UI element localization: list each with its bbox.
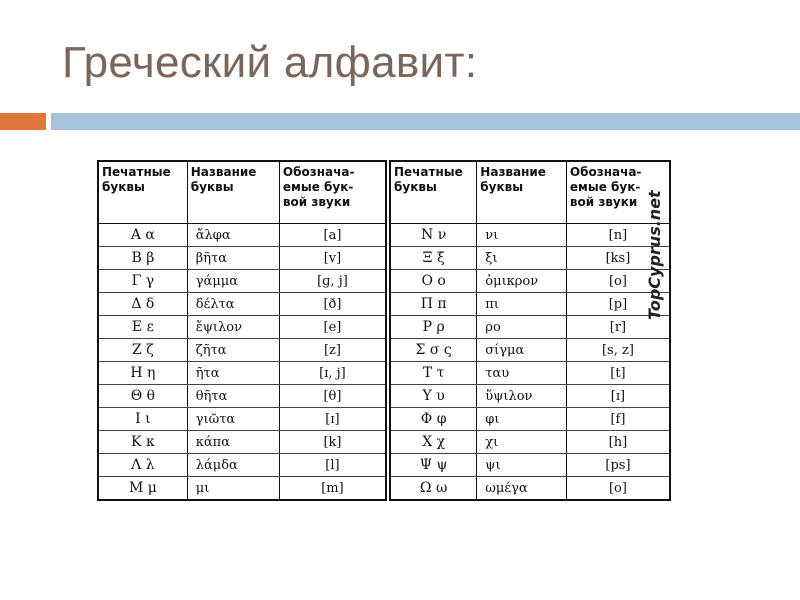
header-line: Название xyxy=(480,165,546,179)
letter-pair-cell: Δ δ xyxy=(98,293,187,316)
header-line: вой звуки xyxy=(569,195,638,209)
sound-cell: [o] xyxy=(566,270,670,293)
table-header-row xyxy=(98,161,386,224)
letter-pair-cell: Ξ ξ xyxy=(390,247,477,270)
letter-pair-cell: Α α xyxy=(98,224,187,247)
sound-cell: [s, z] xyxy=(566,339,670,362)
sound-cell: [ɪ, j] xyxy=(279,362,386,385)
letter-pair-cell: Υ υ xyxy=(390,385,477,408)
header-line: Печатные xyxy=(102,165,171,179)
header-printed-letters xyxy=(98,161,187,224)
letter-name-cell: ὀμικρον xyxy=(477,270,567,293)
letter-name-cell: ἔψιλον xyxy=(187,316,279,339)
alphabet-table-left xyxy=(97,160,387,501)
table-row xyxy=(98,385,386,408)
sound-cell: [θ] xyxy=(279,385,386,408)
table-row xyxy=(98,431,386,454)
table-row xyxy=(390,316,670,339)
sound-cell: [ps] xyxy=(566,454,670,477)
letter-name-cell: σίγμα xyxy=(477,339,567,362)
sound-cell: [ð] xyxy=(279,293,386,316)
letter-name-cell: ωμέγα xyxy=(477,477,567,501)
letter-name-cell: χι xyxy=(477,431,567,454)
sound-cell: [m] xyxy=(279,477,386,501)
letter-name-cell: μι xyxy=(187,477,279,501)
letter-pair-cell: Χ χ xyxy=(390,431,477,454)
letter-name-cell: ρο xyxy=(477,316,567,339)
sound-cell: [p] xyxy=(566,293,670,316)
table-row xyxy=(390,408,670,431)
letter-pair-cell: Ω ω xyxy=(390,477,477,501)
letter-name-cell: φι xyxy=(477,408,567,431)
letter-name-cell: νι xyxy=(477,224,567,247)
header-line: емые бук- xyxy=(282,180,354,194)
letter-pair-cell: Μ μ xyxy=(98,477,187,501)
letter-name-cell: δέλτα xyxy=(187,293,279,316)
sound-cell: [t] xyxy=(566,362,670,385)
header-letter-name xyxy=(477,161,567,224)
header-line: Обознача- xyxy=(569,165,642,179)
right-table-body xyxy=(390,224,670,501)
letter-pair-cell: Ζ ζ xyxy=(98,339,187,362)
sound-cell: [l] xyxy=(279,454,386,477)
letter-pair-cell: Ε ε xyxy=(98,316,187,339)
table-header-row xyxy=(390,161,670,224)
letter-pair-cell: Ο ο xyxy=(390,270,477,293)
sound-cell: [r] xyxy=(566,316,670,339)
letter-pair-cell: Ν ν xyxy=(390,224,477,247)
table-row xyxy=(98,454,386,477)
letter-name-cell: βῆτα xyxy=(187,247,279,270)
header-letter-name xyxy=(187,161,279,224)
letter-name-cell: ὕψιλον xyxy=(477,385,567,408)
letter-pair-cell: Φ φ xyxy=(390,408,477,431)
slide-title: Греческий алфавит: xyxy=(62,38,478,87)
letter-pair-cell: Λ λ xyxy=(98,454,187,477)
title-underline-bar xyxy=(51,113,800,130)
table-row xyxy=(390,339,670,362)
header-line: емые бук- xyxy=(569,180,641,194)
header-printed-letters xyxy=(390,161,477,224)
letter-pair-cell: Η η xyxy=(98,362,187,385)
letter-name-cell: θῆτα xyxy=(187,385,279,408)
header-line: буквы xyxy=(102,180,145,194)
letter-name-cell: ζῆτα xyxy=(187,339,279,362)
letter-name-cell: ταυ xyxy=(477,362,567,385)
table-row xyxy=(390,431,670,454)
sound-cell: [n] xyxy=(566,224,670,247)
sound-cell: [z] xyxy=(279,339,386,362)
accent-bar xyxy=(0,113,46,130)
letter-pair-cell: Ρ ρ xyxy=(390,316,477,339)
watermark-text: TopCyprus.net xyxy=(645,190,664,320)
letter-name-cell: πι xyxy=(477,293,567,316)
sound-cell: [k] xyxy=(279,431,386,454)
header-sounds xyxy=(279,161,386,224)
header-line: буквы xyxy=(480,180,524,194)
header-line: Обознача- xyxy=(282,165,355,179)
letter-pair-cell: Γ γ xyxy=(98,270,187,293)
table-row xyxy=(98,293,386,316)
letter-pair-cell: Θ θ xyxy=(98,385,187,408)
header-line: буквы xyxy=(394,180,437,194)
table-row xyxy=(98,270,386,293)
sound-cell: [ks] xyxy=(566,247,670,270)
sound-cell: [o] xyxy=(566,477,670,501)
table-row xyxy=(98,247,386,270)
table-row xyxy=(390,247,670,270)
table-row xyxy=(98,362,386,385)
sound-cell: [ɪ] xyxy=(566,385,670,408)
letter-name-cell: γιῶτα xyxy=(187,408,279,431)
left-table-body xyxy=(98,224,386,501)
alphabet-table-right xyxy=(389,160,671,501)
sound-cell: [v] xyxy=(279,247,386,270)
table-row xyxy=(98,224,386,247)
table-row xyxy=(390,385,670,408)
table-row xyxy=(98,339,386,362)
table-row xyxy=(98,477,386,501)
table-row xyxy=(390,224,670,247)
header-line: вой звуки xyxy=(282,195,351,209)
table-row xyxy=(390,362,670,385)
header-line: буквы xyxy=(190,180,234,194)
letter-name-cell: ῆτα xyxy=(187,362,279,385)
sound-cell: [ɪ] xyxy=(279,408,386,431)
table-row xyxy=(98,316,386,339)
letter-pair-cell: Β β xyxy=(98,247,187,270)
letter-name-cell: ἄλφα xyxy=(187,224,279,247)
letter-pair-cell: Κ κ xyxy=(98,431,187,454)
letter-name-cell: κάπα xyxy=(187,431,279,454)
table-row xyxy=(98,408,386,431)
table-row xyxy=(390,270,670,293)
letter-pair-cell: Π π xyxy=(390,293,477,316)
table-row xyxy=(390,293,670,316)
letter-pair-cell: Ψ ψ xyxy=(390,454,477,477)
letter-name-cell: γάμμα xyxy=(187,270,279,293)
letter-name-cell: ψι xyxy=(477,454,567,477)
letter-pair-cell: Σ σ ς xyxy=(390,339,477,362)
header-line: Печатные xyxy=(394,165,463,179)
letter-pair-cell: Τ τ xyxy=(390,362,477,385)
letter-name-cell: ξι xyxy=(477,247,567,270)
greek-alphabet-tables xyxy=(97,160,671,499)
sound-cell: [e] xyxy=(279,316,386,339)
table-row xyxy=(390,454,670,477)
header-line: Название xyxy=(190,165,257,179)
sound-cell: [f] xyxy=(566,408,670,431)
sound-cell: [a] xyxy=(279,224,386,247)
table-row xyxy=(390,477,670,501)
letter-pair-cell: Ι ι xyxy=(98,408,187,431)
sound-cell: [h] xyxy=(566,431,670,454)
sound-cell: [ɡ, j] xyxy=(279,270,386,293)
letter-name-cell: λάμδα xyxy=(187,454,279,477)
